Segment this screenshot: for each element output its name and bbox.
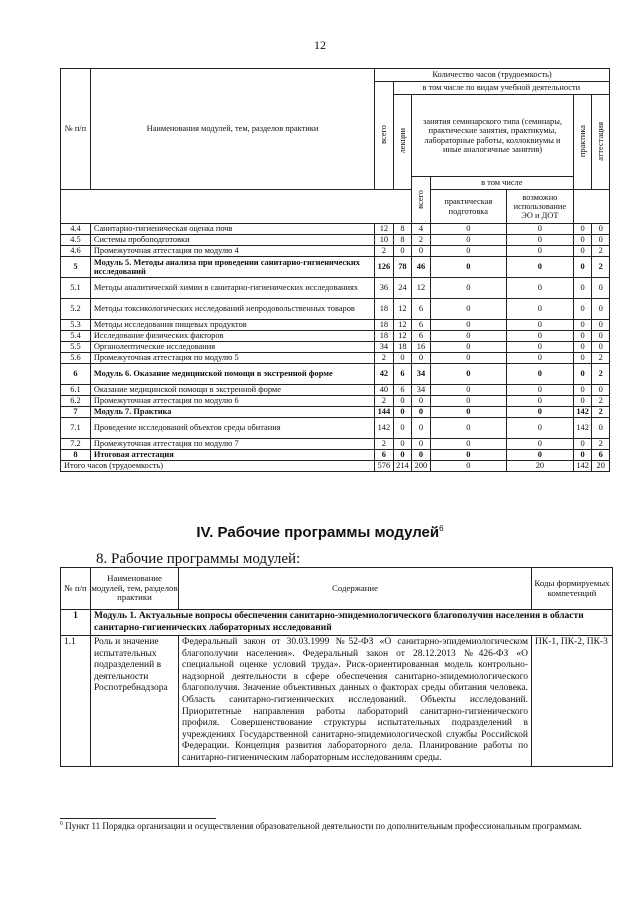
cell-lect: 12 xyxy=(393,331,412,342)
t2-header-codes: Коды формируемых компетенций xyxy=(532,568,613,610)
cell-lect: 6 xyxy=(393,385,412,396)
table-row xyxy=(61,257,610,278)
row-num: 5.1 xyxy=(61,278,91,299)
cell-pr: 0 xyxy=(573,257,592,278)
table-row xyxy=(61,418,610,439)
cell-att: 2 xyxy=(592,407,610,418)
cell-sem: 34 xyxy=(412,364,431,385)
cell-att: 0 xyxy=(592,342,610,353)
cell-sem: 6 xyxy=(412,331,431,342)
totals-att: 20 xyxy=(592,461,610,472)
cell-eo: 0 xyxy=(506,331,573,342)
cell-eo: 0 xyxy=(506,342,573,353)
footnote: $^6$ Пункт 11 Порядка организации и осуществления образовательной деятельности по дополнительным профессиональным программам. xyxy=(60,821,582,831)
cell-eo: 0 xyxy=(506,439,573,450)
totals-sem: 200 xyxy=(412,461,431,472)
cell-sem: 0 xyxy=(412,246,431,257)
cell-lect: 18 xyxy=(393,342,412,353)
cell-total: 2 xyxy=(375,396,394,407)
cell-lect: 78 xyxy=(393,257,412,278)
row-num: 7.1 xyxy=(61,418,91,439)
cell-sem: 0 xyxy=(412,418,431,439)
cell-eo: 0 xyxy=(506,278,573,299)
header-num: № п/п xyxy=(61,69,91,190)
cell-pp: 0 xyxy=(430,439,506,450)
row-num: 5 xyxy=(61,257,91,278)
row-num: 5.4 xyxy=(61,331,91,342)
cell-lect: 12 xyxy=(393,320,412,331)
cell-pp: 0 xyxy=(430,353,506,364)
header-hours-total: Количество часов (трудоемкость) xyxy=(375,69,610,82)
cell-total: 12 xyxy=(375,224,394,235)
cell-eo: 0 xyxy=(506,364,573,385)
cell-pr: 0 xyxy=(573,342,592,353)
table-row xyxy=(61,407,610,418)
cell-eo: 0 xyxy=(506,235,573,246)
cell-pp: 0 xyxy=(430,331,506,342)
header-lectures: лекции xyxy=(393,95,412,190)
cell-eo: 0 xyxy=(506,224,573,235)
cell-pp: 0 xyxy=(430,418,506,439)
row-name: Промежуточная аттестация по модулю 7 xyxy=(90,439,374,450)
table-row xyxy=(61,364,610,385)
header-total: всего xyxy=(375,82,394,190)
cell-att: 0 xyxy=(592,331,610,342)
cell-eo: 0 xyxy=(506,320,573,331)
row-name: Санитарно-гигиеническая оценка почв xyxy=(90,224,374,235)
table-row xyxy=(61,385,610,396)
section-heading: IV. Рабочие программы модулей$^6$ xyxy=(196,524,444,541)
header-seminar: занятия семинарского типа (семинары, практические занятия, практикумы, лабораторные работы, коллоквиумы и иные аналогичные занятия) xyxy=(412,95,574,177)
cell-pp: 0 xyxy=(430,257,506,278)
cell-pp: 0 xyxy=(430,320,506,331)
cell-eo: 0 xyxy=(506,450,573,461)
cell-total: 40 xyxy=(375,385,394,396)
header-including: в том числе xyxy=(430,177,573,190)
table-row xyxy=(61,235,610,246)
cell-pr: 0 xyxy=(573,364,592,385)
t2-header-content: Содержание xyxy=(179,568,532,610)
cell-lect: 6 xyxy=(393,364,412,385)
cell-pp: 0 xyxy=(430,396,506,407)
row-name: Промежуточная аттестация по модулю 4 xyxy=(90,246,374,257)
cell-eo: 0 xyxy=(506,418,573,439)
cell-eo: 0 xyxy=(506,353,573,364)
cell-lect: 8 xyxy=(393,224,412,235)
cell-pr: 0 xyxy=(573,396,592,407)
hours-table xyxy=(60,68,610,472)
cell-sem: 0 xyxy=(412,396,431,407)
cell-total: 144 xyxy=(375,407,394,418)
t2-header-num: № п/п xyxy=(61,568,91,610)
cell-lect: 12 xyxy=(393,299,412,320)
cell-pp: 0 xyxy=(430,364,506,385)
row-name: Модуль 7. Практика xyxy=(90,407,374,418)
cell-pp: 0 xyxy=(430,385,506,396)
cell-total: 2 xyxy=(375,353,394,364)
table-row xyxy=(61,246,610,257)
table-row xyxy=(61,342,610,353)
row-name: Модуль 6. Оказание медицинской помощи в экстренной форме xyxy=(90,364,374,385)
cell-sem: 34 xyxy=(412,385,431,396)
t2-module-num: 1 xyxy=(61,610,91,636)
header-practice: практика xyxy=(573,95,592,190)
cell-att: 0 xyxy=(592,418,610,439)
cell-total: 142 xyxy=(375,418,394,439)
row-name: Методы исследования пищевых продуктов xyxy=(90,320,374,331)
table-row xyxy=(61,353,610,364)
row-num: 6 xyxy=(61,364,91,385)
footnote-divider xyxy=(60,818,216,819)
row-num: 5.3 xyxy=(61,320,91,331)
cell-lect: 0 xyxy=(393,407,412,418)
cell-att: 0 xyxy=(592,278,610,299)
cell-att: 2 xyxy=(592,246,610,257)
header-practical-training: практическая подготовка xyxy=(430,190,506,224)
cell-att: 0 xyxy=(592,224,610,235)
cell-pp: 0 xyxy=(430,407,506,418)
cell-lect: 24 xyxy=(393,278,412,299)
cell-pr: 0 xyxy=(573,224,592,235)
cell-total: 36 xyxy=(375,278,394,299)
totals-pr: 142 xyxy=(573,461,592,472)
cell-att: 0 xyxy=(592,235,610,246)
cell-total: 18 xyxy=(375,320,394,331)
module-programs-table xyxy=(60,567,613,767)
row-num: 6.2 xyxy=(61,396,91,407)
cell-eo: 0 xyxy=(506,407,573,418)
cell-eo: 0 xyxy=(506,246,573,257)
row-num: 4.4 xyxy=(61,224,91,235)
cell-lect: 0 xyxy=(393,450,412,461)
header-eo-dot: возможно использование ЭО и ДОТ xyxy=(506,190,573,224)
cell-eo: 0 xyxy=(506,299,573,320)
cell-total: 2 xyxy=(375,246,394,257)
cell-att: 0 xyxy=(592,299,610,320)
cell-lect: 0 xyxy=(393,439,412,450)
t2-row-codes: ПК-1, ПК-2, ПК-3 xyxy=(532,636,613,766)
cell-lect: 0 xyxy=(393,246,412,257)
cell-sem: 6 xyxy=(412,320,431,331)
row-num: 5.2 xyxy=(61,299,91,320)
cell-eo: 0 xyxy=(506,385,573,396)
header-attestation: аттестация xyxy=(592,95,610,190)
cell-pr: 0 xyxy=(573,385,592,396)
row-name: Промежуточная аттестация по модулю 6 xyxy=(90,396,374,407)
cell-pp: 0 xyxy=(430,224,506,235)
table-row xyxy=(61,450,610,461)
table-row xyxy=(61,278,610,299)
cell-total: 126 xyxy=(375,257,394,278)
row-num: 7.2 xyxy=(61,439,91,450)
totals-row xyxy=(61,461,610,472)
cell-att: 2 xyxy=(592,353,610,364)
row-name: Органолептические исследования xyxy=(90,342,374,353)
cell-total: 42 xyxy=(375,364,394,385)
cell-sem: 6 xyxy=(412,299,431,320)
row-name: Модуль 5. Методы анализа при проведении санитарно-гигиенических исследований xyxy=(90,257,374,278)
cell-pr: 0 xyxy=(573,235,592,246)
header-spacer-right xyxy=(573,190,609,224)
table-row xyxy=(61,224,610,235)
cell-pr: 0 xyxy=(573,278,592,299)
cell-sem: 4 xyxy=(412,224,431,235)
cell-pr: 0 xyxy=(573,331,592,342)
t2-row-content: Федеральный закон от 30.03.1999 №52-ФЗ «О санитарно-эпидемиологическом благополучии населения». Федеральный закон от 28.12.2013 №426-ФЗ «О специальной оценке условий труда». Риск-ориентированная модель контрольно-надзорной деятельности в сфере обеспечения санитарно-эпидемиологического благополучия. Значение объективных данных о факторах среды обитания человека. Область санитарно-гигиенических исследований. Объекты исследований. Приоритетные направления работы лабораторий санитарно-гигиенического профиля. Совершенствование структуры испытательных подразделений в учреждениях Государственной санитарно-эпидемиологической службы Российской Федерации. Концепция развития лабораторного дела. Планирование работы по санитарно-гигиеническим лабораторным исследованиям среды. xyxy=(179,636,532,766)
cell-pr: 142 xyxy=(573,407,592,418)
cell-pr: 0 xyxy=(573,439,592,450)
row-name: Исследование физических факторов xyxy=(90,331,374,342)
t2-row-num: 1.1 xyxy=(61,636,91,766)
t2-module-title: Модуль 1. Актуальные вопросы обеспечения санитарно-эпидемиологического благополучия населения в области санитарно-гигиенических лабораторных исследований xyxy=(91,610,613,636)
cell-total: 18 xyxy=(375,299,394,320)
cell-total: 34 xyxy=(375,342,394,353)
row-num: 5.5 xyxy=(61,342,91,353)
row-num: 4.6 xyxy=(61,246,91,257)
cell-lect: 0 xyxy=(393,396,412,407)
cell-pr: 0 xyxy=(573,246,592,257)
cell-pp: 0 xyxy=(430,246,506,257)
totals-label: Итого часов (трудоемкость) xyxy=(61,461,375,472)
cell-att: 2 xyxy=(592,364,610,385)
table-row xyxy=(61,320,610,331)
cell-pp: 0 xyxy=(430,299,506,320)
cell-lect: 0 xyxy=(393,353,412,364)
row-name: Промежуточная аттестация по модулю 5 xyxy=(90,353,374,364)
cell-total: 10 xyxy=(375,235,394,246)
row-num: 8 xyxy=(61,450,91,461)
header-sem-total: всего xyxy=(412,177,431,224)
cell-pr: 0 xyxy=(573,353,592,364)
totals-lect: 214 xyxy=(393,461,412,472)
t2-header-name: Наименование модулей, тем, разделов практики xyxy=(91,568,179,610)
cell-total: 2 xyxy=(375,439,394,450)
row-name: Оказание медицинской помощи в экстренной форме xyxy=(90,385,374,396)
cell-att: 0 xyxy=(592,385,610,396)
cell-att: 2 xyxy=(592,257,610,278)
cell-sem: 0 xyxy=(412,450,431,461)
row-name: Проведение исследований объектов среды обитания xyxy=(90,418,374,439)
cell-att: 6 xyxy=(592,450,610,461)
cell-pr: 0 xyxy=(573,320,592,331)
cell-lect: 0 xyxy=(393,418,412,439)
table-row xyxy=(61,331,610,342)
cell-sem: 0 xyxy=(412,407,431,418)
row-name: Системы пробоподготовки xyxy=(90,235,374,246)
cell-eo: 0 xyxy=(506,257,573,278)
table-row xyxy=(61,439,610,450)
cell-pr: 142 xyxy=(573,418,592,439)
cell-sem: 0 xyxy=(412,439,431,450)
row-num: 6.1 xyxy=(61,385,91,396)
cell-sem: 16 xyxy=(412,342,431,353)
table-row xyxy=(61,299,610,320)
cell-att: 0 xyxy=(592,320,610,331)
totals-pp: 0 xyxy=(430,461,506,472)
subheading: 8. Рабочие программы модулей: xyxy=(96,551,301,567)
row-num: 4.5 xyxy=(61,235,91,246)
cell-pp: 0 xyxy=(430,278,506,299)
row-name: Методы аналитической химии в санитарно-гигиенических исследованиях xyxy=(90,278,374,299)
cell-pr: 0 xyxy=(573,450,592,461)
cell-sem: 2 xyxy=(412,235,431,246)
page-number: 12 xyxy=(314,38,326,52)
header-by-type: в том числе по видам учебной деятельности xyxy=(393,82,609,95)
row-num: 7 xyxy=(61,407,91,418)
cell-total: 6 xyxy=(375,450,394,461)
totals-eo: 20 xyxy=(506,461,573,472)
cell-sem: 12 xyxy=(412,278,431,299)
row-num: 5.6 xyxy=(61,353,91,364)
cell-lect: 8 xyxy=(393,235,412,246)
cell-pp: 0 xyxy=(430,235,506,246)
cell-pp: 0 xyxy=(430,450,506,461)
header-name: Наименования модулей, тем, разделов практики xyxy=(90,69,374,190)
cell-att: 2 xyxy=(592,439,610,450)
t2-row-name: Роль и значение испытательных подразделений в деятельности Роспотребнадзора xyxy=(91,636,179,766)
cell-pr: 0 xyxy=(573,299,592,320)
row-name: Итоговая аттестация xyxy=(90,450,374,461)
table-row xyxy=(61,396,610,407)
cell-sem: 0 xyxy=(412,353,431,364)
cell-att: 2 xyxy=(592,396,610,407)
cell-eo: 0 xyxy=(506,396,573,407)
cell-sem: 46 xyxy=(412,257,431,278)
cell-total: 18 xyxy=(375,331,394,342)
cell-pp: 0 xyxy=(430,342,506,353)
totals-total: 576 xyxy=(375,461,394,472)
row-name: Методы токсикологических исследований непродовольственных товаров xyxy=(90,299,374,320)
header-spacer xyxy=(61,190,431,224)
